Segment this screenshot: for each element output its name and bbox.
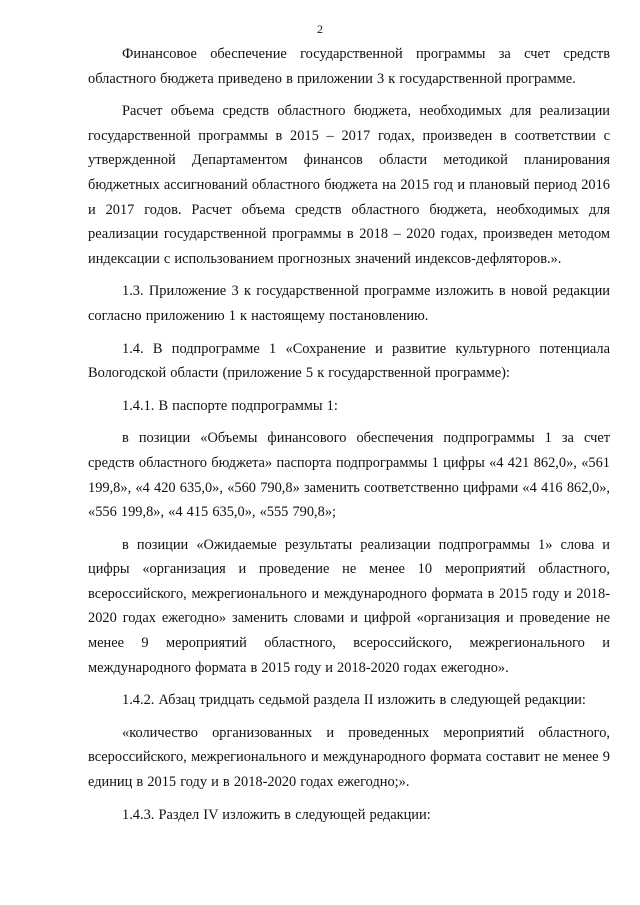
paragraph-expected-results: в позиции «Ожидаемые результаты реализации подпрограммы 1» слова и цифры «организация и проведение не менее 10 мероприятий областного, всероссийского, межрегионального и международного формата в 2015 году и 2018-2020 годах ежегодно» заменить словами и цифрой «организация и проведение не менее 9 мероприятий областного, всероссийского, межрегионального и международного формата в 2015 году и 2018-2020 годах ежегодно». [88, 536, 610, 676]
paragraph-1-4-1: 1.4.1. В паспорте подпрограммы 1: [122, 397, 338, 414]
page-number: 2 [317, 22, 323, 36]
paragraph-1-4-3: 1.4.3. Раздел IV изложить в следующей редакции: [122, 806, 431, 823]
paragraph-1-3: 1.3. Приложение 3 к государственной программе изложить в новой редакции согласно приложению 1 к настоящему постановлению. [88, 283, 610, 324]
paragraph-1-4-2: 1.4.2. Абзац тридцать седьмой раздела II изложить в следующей редакции: [122, 692, 586, 709]
document-body [88, 42, 610, 835]
paragraph-financing-volumes: в позиции «Объемы финансового обеспечения подпрограммы 1 за счет средств областного бюджета» паспорта подпрограммы 1 цифры «4 421 862,0», «561 199,8», «4 420 635,0», «560 790,8» заменить соответственно цифрами «4 416 862,0», «556 199,8», «4 415 635,0», «555 790,8»; [88, 430, 610, 521]
paragraph-events-count: «количество организованных и проведенных мероприятий областного, всероссийского, межрегионального и международного формата составит не менее 9 единиц в 2015 году и в 2018-2020 годах ежегодно;». [88, 724, 610, 791]
paragraph-budget-calculation: Расчет объема средств областного бюджета, необходимых для реализации государственной программы в 2015 – 2017 годах, произведен в соответствии с утвержденной Департаментом финансов области методикой планирования бюджетных ассигнований областного бюджета на 2015 год и плановый период 2016 и 2017 годов. Расчет объема средств областного бюджета, необходимых для реализации государственной программы в 2018 – 2020 годах, произведен методом индексации с использованием прогнозных значений индексов-дефляторов.». [88, 103, 610, 267]
paragraph-1-4: 1.4. В подпрограмме 1 «Сохранение и развитие культурного потенциала Вологодской области (приложение 5 к государственной программе): [88, 340, 610, 382]
paragraph-funding: Финансовое обеспечение государственной программы за счет средств областного бюджета приведено в приложении 3 к государственной программе. [88, 46, 610, 87]
